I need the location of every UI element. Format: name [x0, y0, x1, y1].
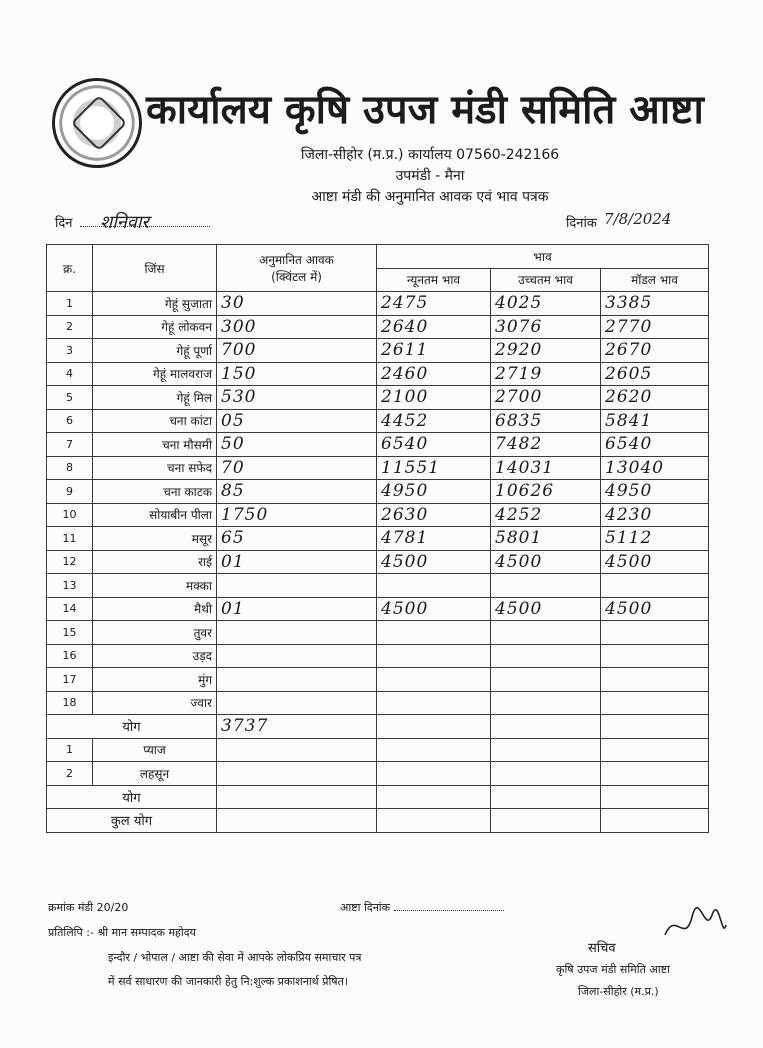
sign-place: जिला-सीहोर (म.प्र.) [578, 985, 659, 998]
row-min-price: 2630 [377, 503, 491, 527]
row-sn: 1 [47, 738, 93, 762]
row-max-price: 7482 [491, 433, 601, 457]
row-item: गेहूं मिल [93, 386, 217, 410]
row-item: गेहूं मालवराज [93, 362, 217, 386]
row-item: राई [93, 550, 217, 574]
row-max-price: 6835 [491, 409, 601, 433]
date-value: 7/8/2024 [604, 210, 672, 228]
row-modal-price: 5841 [601, 409, 709, 433]
row-modal-price: 3385 [601, 292, 709, 316]
row-min-price: 2611 [377, 339, 491, 363]
row-max-price [491, 621, 601, 645]
row-item: चना काटक [93, 480, 217, 504]
table-row [47, 738, 709, 762]
date-label: दिनांक [566, 216, 597, 231]
table-row [47, 433, 709, 457]
row-item: मक्का [93, 574, 217, 598]
row-item: गेहूं पूर्णा [93, 339, 217, 363]
row-max-price [491, 644, 601, 668]
row-modal-price: 2620 [601, 386, 709, 410]
row-min-price: 2475 [377, 292, 491, 316]
row-min-price: 4781 [377, 527, 491, 551]
row-arrival: 150 [217, 362, 377, 386]
yog-value: 3737 [217, 715, 377, 739]
row-modal-price: 6540 [601, 433, 709, 457]
row-max-price: 4252 [491, 503, 601, 527]
copy-to: प्रतिलिपि :- श्री मान सम्पादक महोदय [48, 926, 196, 939]
row-arrival: 70 [217, 456, 377, 480]
row-item: सोयाबीन पीला [93, 503, 217, 527]
row-arrival: 05 [217, 409, 377, 433]
row-arrival [217, 668, 377, 692]
row-max-price [491, 691, 601, 715]
row-sn: 3 [47, 339, 93, 363]
row-arrival: 50 [217, 433, 377, 457]
header-modal: मॉडल भाव [601, 268, 709, 292]
row-item: चना कांटा [93, 409, 217, 433]
row-modal-price [601, 574, 709, 598]
table-row [47, 386, 709, 410]
row-arrival: 01 [217, 550, 377, 574]
header-item: जिंस [93, 245, 217, 292]
row-min-price: 4500 [377, 550, 491, 574]
row-sn: 18 [47, 691, 93, 715]
price-table [46, 244, 709, 833]
table-row [47, 409, 709, 433]
row-max-price: 4500 [491, 597, 601, 621]
table-row [47, 550, 709, 574]
sheet-subtitle: आष्टा मंडी की अनुमानित आवक एवं भाव पत्रक [311, 189, 549, 205]
row-min-price [377, 691, 491, 715]
row-arrival [217, 691, 377, 715]
row-item: प्याज [93, 738, 217, 762]
ref-number: क्रमांक मंडी 20/20 [48, 901, 129, 914]
row-max-price: 2920 [491, 339, 601, 363]
row-sn: 9 [47, 480, 93, 504]
row-max-price: 2719 [491, 362, 601, 386]
table-row [47, 527, 709, 551]
row-max-price [491, 668, 601, 692]
row-arrival: 530 [217, 386, 377, 410]
row-item: मुंग [93, 668, 217, 692]
row-min-price [377, 621, 491, 645]
row-arrival: 30 [217, 292, 377, 316]
row-sn: 13 [47, 574, 93, 598]
sub-mandi: उपमंडी - मैना [395, 168, 465, 184]
table-row [47, 292, 709, 316]
row-min-price: 2100 [377, 386, 491, 410]
row-sn: 17 [47, 668, 93, 692]
ashta-date-label: आष्टा दिनांक [340, 901, 391, 914]
table-row [47, 621, 709, 645]
row-sn: 15 [47, 621, 93, 645]
row-min-price: 2640 [377, 315, 491, 339]
row-modal-price [601, 668, 709, 692]
table-row [47, 574, 709, 598]
yog-label: योग [47, 715, 217, 739]
row-item: तुवर [93, 621, 217, 645]
row-arrival: 85 [217, 480, 377, 504]
row-modal-price: 2605 [601, 362, 709, 386]
table-row [47, 503, 709, 527]
table-row [47, 456, 709, 480]
row-sn: 16 [47, 644, 93, 668]
row-sn: 10 [47, 503, 93, 527]
row-sn: 2 [47, 315, 93, 339]
row-sn: 4 [47, 362, 93, 386]
table-row [47, 644, 709, 668]
day-value: शनिवार [100, 212, 149, 233]
row-sn: 12 [47, 550, 93, 574]
row-max-price: 2700 [491, 386, 601, 410]
row-item: गेहूं सुजाता [93, 292, 217, 316]
header-sn: क्र. [47, 245, 93, 292]
row-modal-price: 13040 [601, 456, 709, 480]
ashta-date [340, 900, 504, 915]
row-modal-price: 4500 [601, 550, 709, 574]
row-item: मसूर [93, 527, 217, 551]
row-item: गेहूं लोकवन [93, 315, 217, 339]
row-sn: 6 [47, 409, 93, 433]
row-sn: 2 [47, 762, 93, 786]
row-item: मैथी [93, 597, 217, 621]
row-modal-price: 2670 [601, 339, 709, 363]
header-arrival-unit: (क्विंटल में) [271, 270, 322, 284]
row-arrival [217, 574, 377, 598]
row-modal-price: 4230 [601, 503, 709, 527]
row-modal-price [601, 691, 709, 715]
table-row [47, 668, 709, 692]
header-price: भाव [377, 245, 709, 269]
row-item: चना सफेद [93, 456, 217, 480]
header-max: उच्चतम भाव [491, 268, 601, 292]
row-item: उड़द [93, 644, 217, 668]
row-modal-price: 2770 [601, 315, 709, 339]
row-modal-price [601, 621, 709, 645]
yog2-label: योग [47, 785, 217, 809]
office-address: जिला-सीहोर (म.प्र.) कार्यालय 07560-242166 [300, 147, 560, 163]
row-item: ज्वार [93, 691, 217, 715]
row-arrival: 700 [217, 339, 377, 363]
row-min-price [377, 644, 491, 668]
row-item: लहसून [93, 762, 217, 786]
row-item: चना मौसमी [93, 433, 217, 457]
row-min-price [377, 668, 491, 692]
row-modal-price [601, 644, 709, 668]
sign-title: सचिव [588, 941, 616, 956]
row-min-price: 11551 [377, 456, 491, 480]
table-row [47, 315, 709, 339]
table-row [47, 362, 709, 386]
row-min-price: 4452 [377, 409, 491, 433]
row-max-price: 10626 [491, 480, 601, 504]
row-modal-price: 5112 [601, 527, 709, 551]
row-min-price: 4500 [377, 597, 491, 621]
header-arrival [217, 245, 377, 292]
copy-line-1: इन्दौर / भोपाल / आष्टा की सेवा में आपके लोकप्रिय समाचार पत्र [108, 951, 362, 964]
table-row [47, 691, 709, 715]
row-sn: 7 [47, 433, 93, 457]
header-arrival-label: अनुमानित आवक [259, 253, 334, 267]
sign-org: कृषि उपज मंडी समिति आष्टा [556, 963, 670, 976]
row-arrival: 300 [217, 315, 377, 339]
row-min-price: 2460 [377, 362, 491, 386]
office-title: कार्यालय कृषि उपज मंडी समिति आष्टा [146, 87, 704, 133]
row-sn: 11 [47, 527, 93, 551]
row-arrival [217, 644, 377, 668]
row-arrival: 1750 [217, 503, 377, 527]
table-row [47, 597, 709, 621]
row-max-price: 5801 [491, 527, 601, 551]
row-arrival: 01 [217, 597, 377, 621]
row-sn: 1 [47, 292, 93, 316]
mandi-seal-logo [52, 78, 142, 168]
row-sn: 14 [47, 597, 93, 621]
header-min: न्यूनतम भाव [377, 268, 491, 292]
row-min-price: 4950 [377, 480, 491, 504]
row-max-price: 4025 [491, 292, 601, 316]
row-modal-price: 4500 [601, 597, 709, 621]
row-min-price [377, 574, 491, 598]
signature-scribble [660, 905, 730, 951]
table-row [47, 480, 709, 504]
row-modal-price: 4950 [601, 480, 709, 504]
row-max-price: 14031 [491, 456, 601, 480]
row-arrival: 65 [217, 527, 377, 551]
row-arrival [217, 621, 377, 645]
row-sn: 5 [47, 386, 93, 410]
total-label: कुल योग [47, 809, 217, 833]
row-min-price: 6540 [377, 433, 491, 457]
row-max-price [491, 574, 601, 598]
table-row [47, 762, 709, 786]
row-max-price: 3076 [491, 315, 601, 339]
copy-line-2: में सर्व साधारण की जानकारी हेतु नि:शुल्क प्रकाशनार्थ प्रेषित। [108, 975, 349, 988]
table-row [47, 339, 709, 363]
row-max-price: 4500 [491, 550, 601, 574]
row-sn: 8 [47, 456, 93, 480]
day-label: दिन [55, 216, 73, 231]
